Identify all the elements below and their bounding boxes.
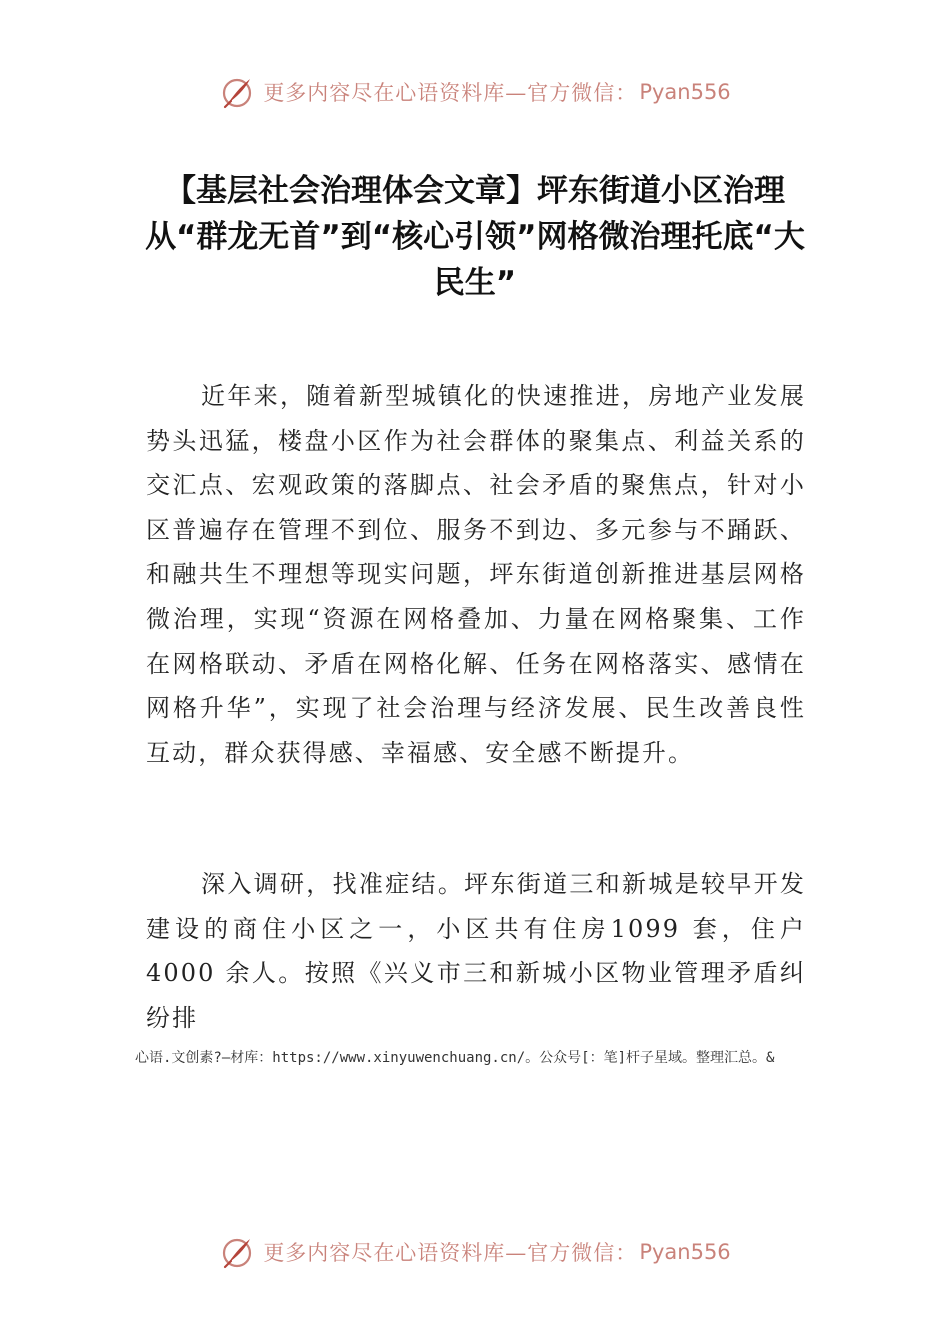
banner-wechat-id: Pyan556: [639, 1240, 731, 1264]
footer-banner: [0, 1232, 950, 1272]
banner-wechat-id: Pyan556: [639, 80, 731, 104]
banner-text: 更多内容尽在心语资料库—官方微信：: [263, 81, 638, 105]
banner-text: 更多内容尽在心语资料库—官方微信：: [263, 1241, 638, 1265]
body-paragraph-2: 深入调研，找准症结。坪东街道三和新城是较早开发建设的商住小区之一，小区共有住房1099 套，住户4000 余人。按照《兴义市三和新城小区物业管理矛盾纠纷排: [146, 870, 806, 1032]
quill-logo-icon: [219, 1234, 255, 1270]
document-title: 【基层社会治理体会文章】坪东街道小区治理从“群龙无首”到“核心引领”网格微治理托底“大民生”: [145, 173, 805, 301]
body-paragraph-1: 近年来，随着新型城镇化的快速推进，房地产业发展势头迅猛，楼盘小区作为社会群体的聚集点、利益关系的交汇点、宏观政策的落脚点、社会矛盾的聚焦点，针对小区普遍存在管理不到位、服务不到边、多元参与不踊跃、和融共生不理想等现实问题，坪东街道创新推进基层网格微治理，实现“资源在网格叠加、力量在网格聚集、工作在网格联动、矛盾在网格化解、任务在网格落实、感情在网格升华”，实现了社会治理与经济发展、民生改善良性互动，群众获得感、幸福感、安全感不断提升。: [146, 382, 806, 767]
quill-logo-icon: [219, 74, 255, 110]
header-banner: [0, 72, 950, 112]
source-note: 心语.文创素?—材库：https://www.xinyuwenchuang.cn/。公众号[：笔]杆子星域。整理汇总。&: [135, 1050, 775, 1066]
